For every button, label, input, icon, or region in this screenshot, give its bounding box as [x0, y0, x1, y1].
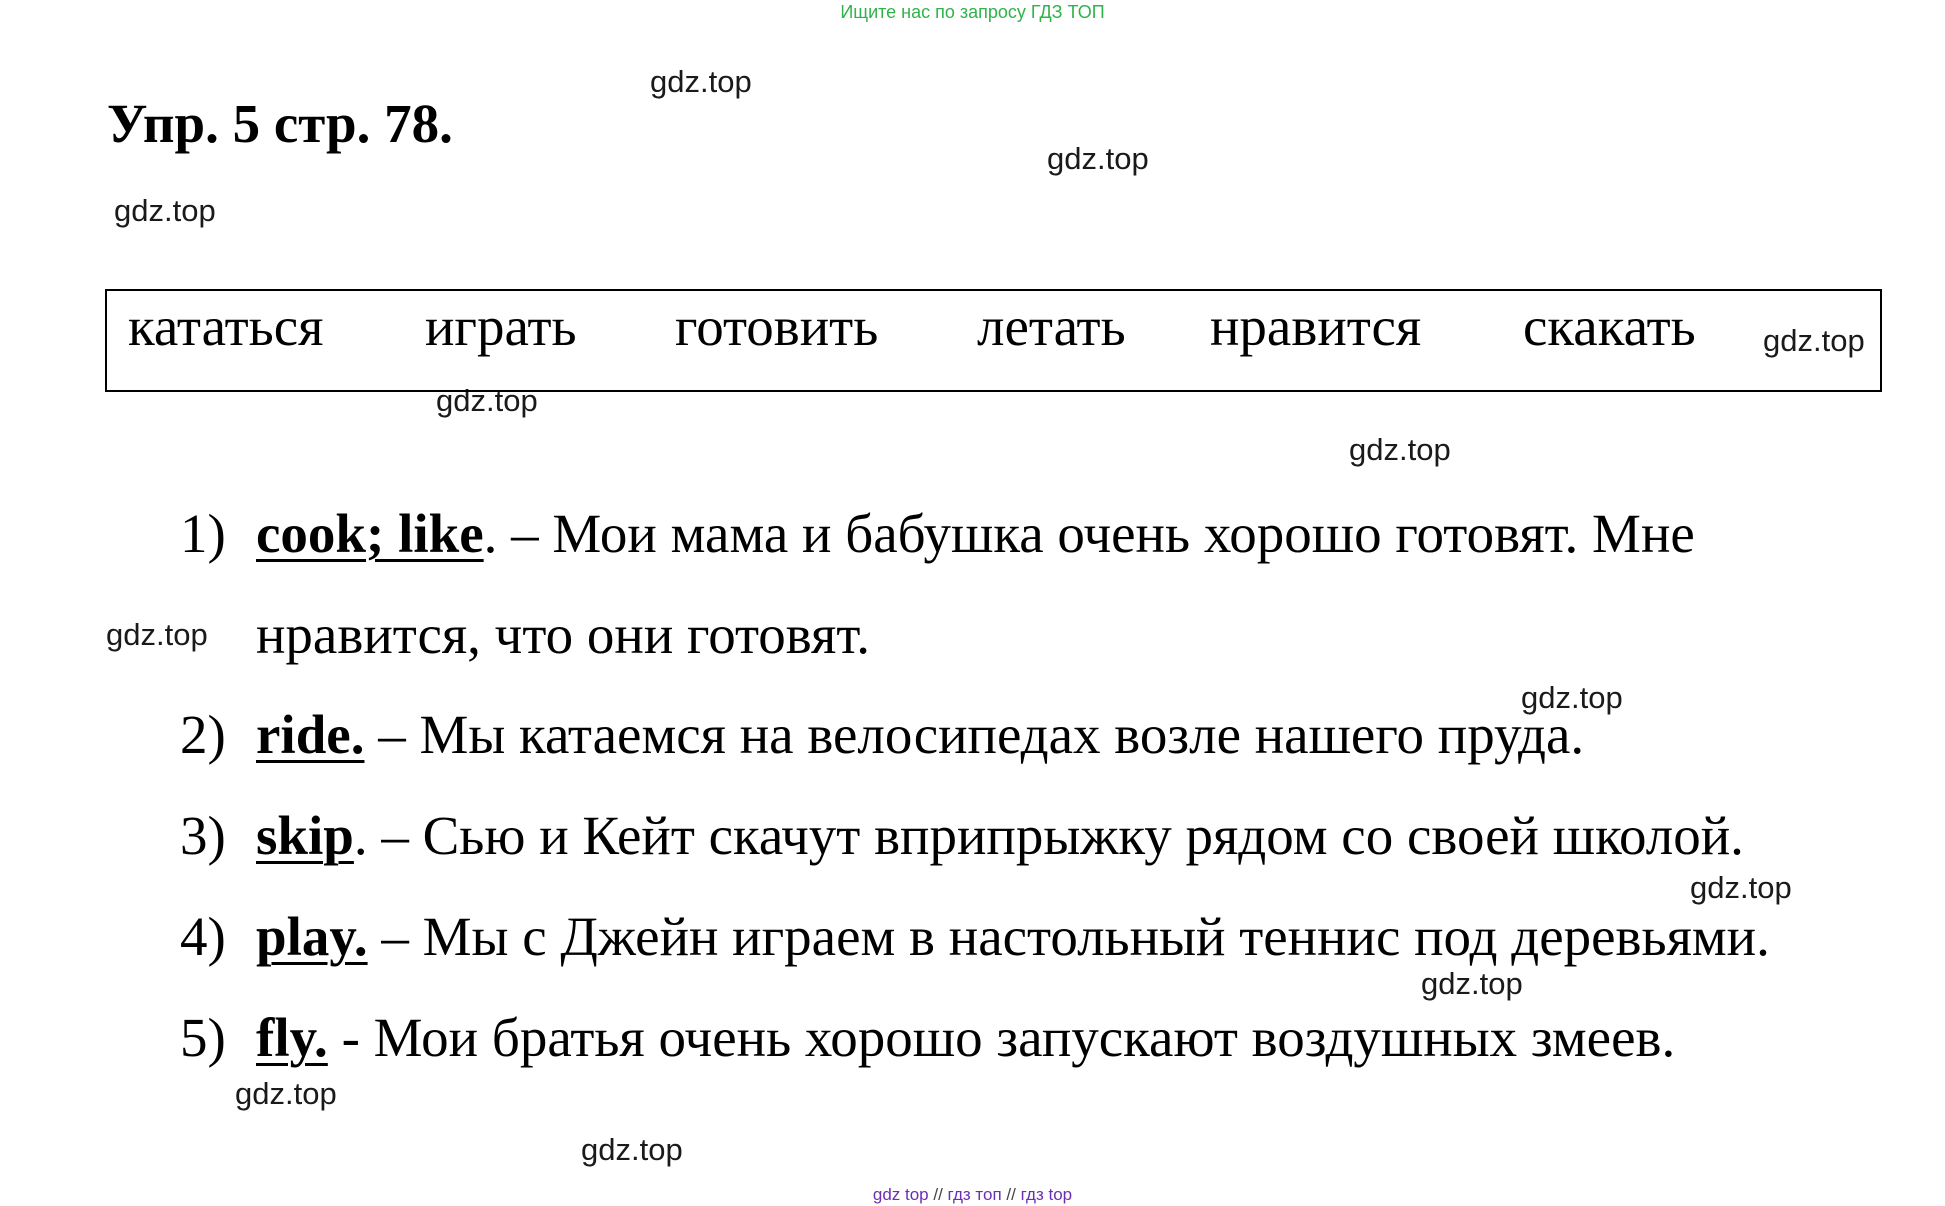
word-box-item: кататься [128, 296, 324, 357]
word-box-item: летать [977, 296, 1126, 357]
answer-text: – Мы катаемся на велосипедах возле нашего пруда. [364, 704, 1585, 765]
watermark: gdz.top [1521, 680, 1623, 715]
footer-separator: // [933, 1185, 943, 1204]
watermark: gdz.top [581, 1132, 683, 1167]
watermark: gdz.top [114, 193, 216, 228]
watermark: gdz.top [235, 1076, 337, 1111]
answer-key: skip [256, 805, 354, 866]
footer-link[interactable]: гдз топ [947, 1185, 1002, 1204]
answer-number: 5) [180, 1007, 226, 1068]
watermark: gdz.top [1349, 432, 1451, 467]
watermark: gdz.top [1763, 323, 1865, 358]
watermark: gdz.top [436, 383, 538, 418]
footer-link[interactable]: гдз top [1020, 1185, 1073, 1204]
answer-number: 3) [180, 805, 226, 866]
watermark: gdz.top [1421, 966, 1523, 1001]
answer-number: 1) [180, 503, 226, 564]
answer-key: fly. [256, 1007, 328, 1068]
watermark: gdz.top [650, 64, 752, 99]
answer-key: cook; like [256, 503, 484, 564]
word-box-item: играть [425, 296, 577, 357]
footer-separator: // [1006, 1185, 1016, 1204]
answer-text: – Мы с Джейн играем в настольный теннис под деревьями. [367, 906, 1770, 967]
exercise-title: Упр. 5 стр. 78. [107, 93, 453, 154]
word-box-item: нравится [1210, 296, 1422, 357]
watermark: gdz.top [106, 617, 208, 652]
answer-line [256, 502, 1695, 565]
answer-number: 2) [180, 704, 226, 765]
answer-key: play. [256, 906, 368, 967]
answer-text: . – Мои мама и бабушка очень хорошо готовят. Мне [483, 503, 1695, 564]
answer-line [256, 1006, 1675, 1069]
footer-link[interactable]: gdz top [872, 1185, 929, 1204]
answer-number: 4) [180, 906, 226, 967]
answer-text: - Мои братья очень хорошо запускают воздушных змеев. [327, 1007, 1676, 1068]
answer-line: нравится, что они готовят. [256, 604, 870, 665]
answer-line [256, 905, 1770, 968]
footer-links [0, 1185, 1945, 1205]
answer-key: ride. [256, 704, 365, 765]
top-banner: Ищите нас по запросу ГДЗ ТОП [840, 2, 1105, 22]
answer-line [256, 804, 1744, 867]
answer-text: . – Сью и Кейт скачут вприпрыжку рядом со своей школой. [353, 805, 1744, 866]
answer-line [256, 703, 1584, 766]
word-box-item: готовить [675, 296, 879, 357]
watermark: gdz.top [1690, 870, 1792, 905]
watermark: gdz.top [1047, 141, 1149, 176]
word-box-item: скакать [1523, 296, 1696, 357]
